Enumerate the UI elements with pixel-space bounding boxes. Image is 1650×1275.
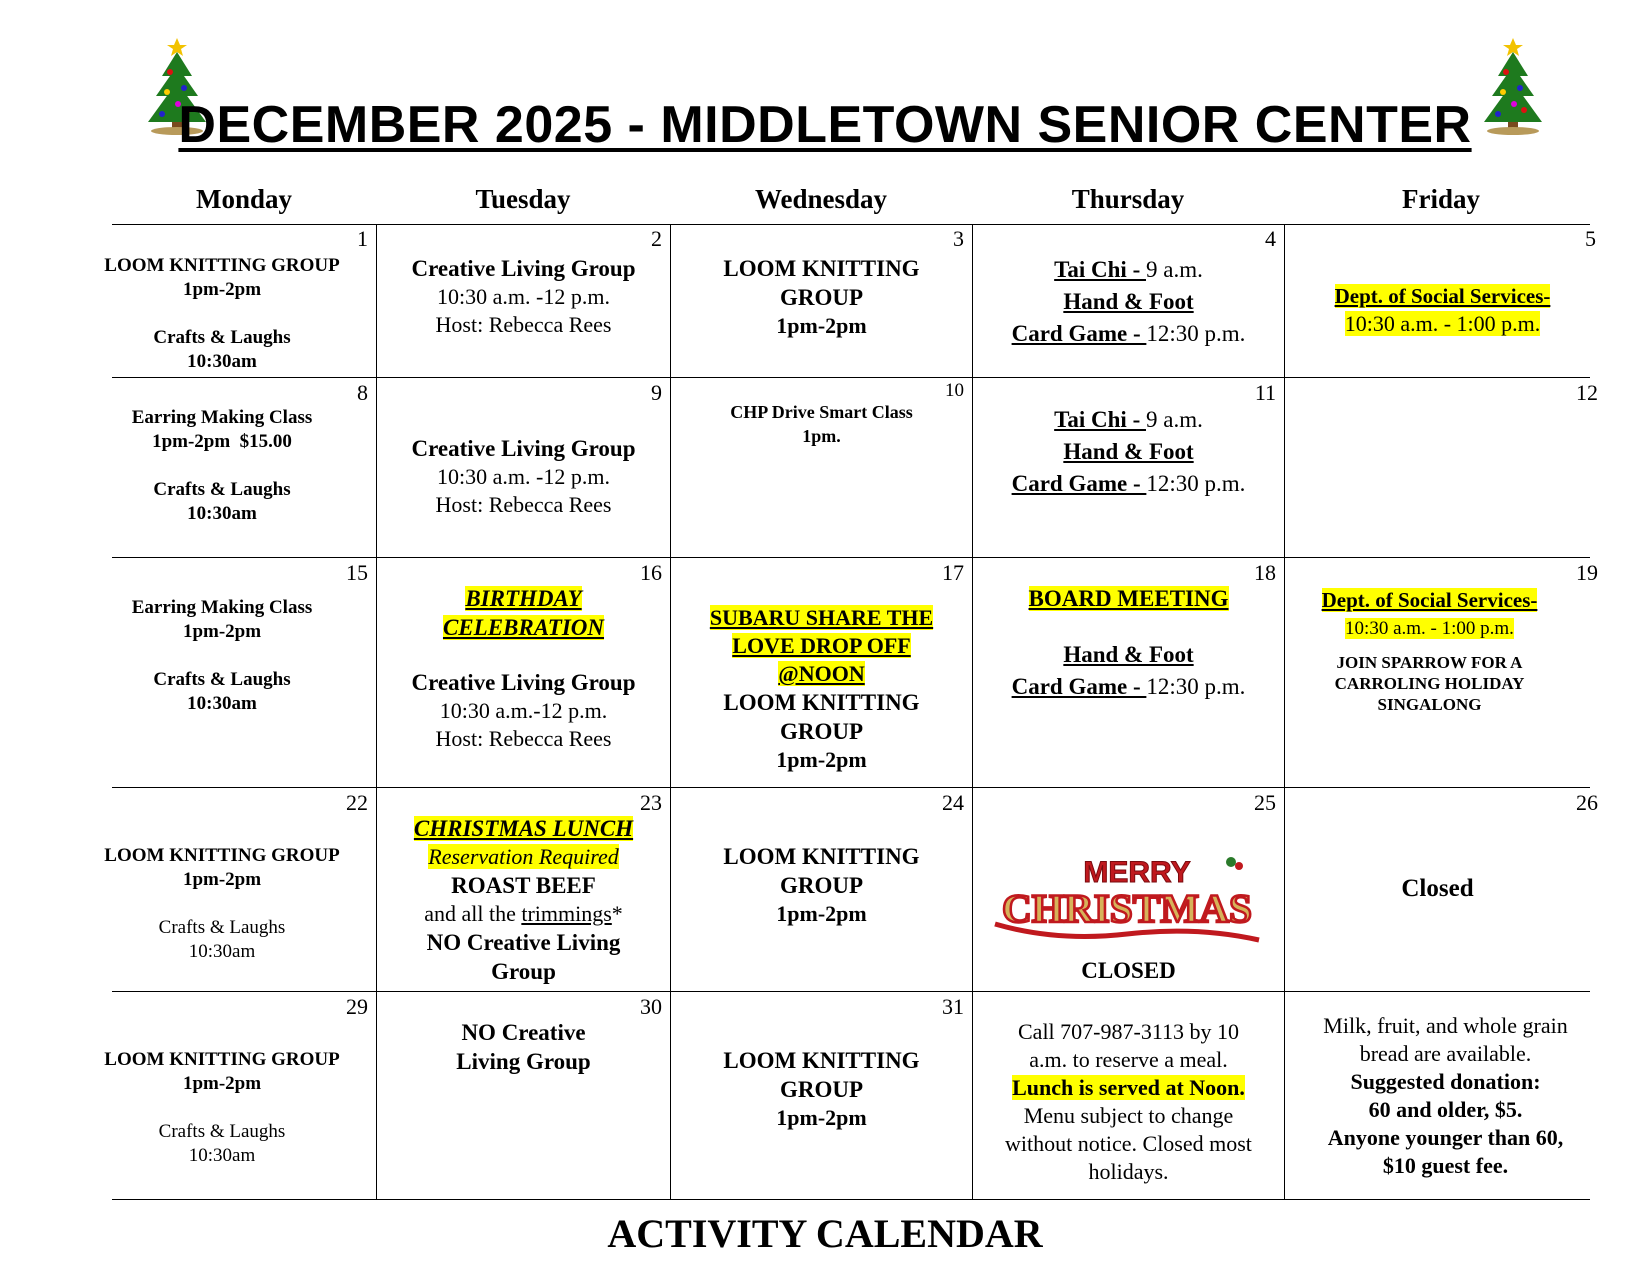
date-number: 8 (357, 380, 368, 405)
date-number: 3 (953, 226, 964, 251)
event-line: BIRTHDAY (465, 586, 582, 611)
event-line: JOIN SPARROW FOR A (1336, 653, 1523, 672)
day-wednesday: Wednesday (754, 184, 888, 214)
day-cell-2 (377, 224, 670, 377)
day-thursday: Thursday (1071, 184, 1185, 214)
info-line: Menu subject to change (1023, 1103, 1234, 1128)
event-line: Earring Making Class (131, 597, 313, 618)
svg-text:MERRY: MERRY (1083, 856, 1191, 889)
info-line: Lunch is served at Noon. (1012, 1075, 1245, 1100)
event-line: 10:30 a.m. - 1:00 p.m. (1344, 311, 1541, 336)
cell-content (377, 434, 670, 519)
event-line: LOVE DROP OFF (732, 633, 911, 658)
day-cell-16 (377, 558, 670, 787)
event-line: 10:30am (187, 351, 257, 372)
date-number: 17 (942, 560, 964, 585)
day-cell-4 (973, 224, 1284, 377)
event-line: CARROLING HOLIDAY (1334, 674, 1525, 693)
event-line: LOOM KNITTING GROUP (104, 255, 340, 276)
info-line: Milk, fruit, and whole grain (1323, 1013, 1568, 1038)
event-line: 1pm-2pm (776, 313, 867, 338)
day-cell-3 (671, 224, 972, 377)
cell-content (90, 406, 354, 526)
date-number: 18 (1254, 560, 1276, 585)
event-line: Hand & Foot (1063, 289, 1194, 314)
day-cell-12 (1285, 378, 1598, 557)
event-line: SUBARU SHARE THE (709, 605, 934, 630)
day-cell-10 (671, 378, 972, 557)
calendar-grid (104, 224, 1598, 1200)
event-line: Creative Living Group (411, 436, 636, 461)
event-line: Card Game - 12:30 p.m. (1011, 674, 1246, 699)
cell-content (377, 1018, 670, 1076)
day-cell-31 (671, 992, 972, 1199)
grid-line (112, 1199, 1590, 1200)
event-line: Hand & Foot (1063, 439, 1194, 464)
cell-content (671, 254, 972, 340)
cell-content (90, 1048, 354, 1168)
footer-title: ACTIVITY CALENDAR (607, 1211, 1043, 1256)
event-line: Dept. of Social Services- (1334, 284, 1551, 308)
cell-content (973, 1018, 1284, 1186)
info-line: Suggested donation: (1350, 1069, 1541, 1094)
day-friday: Friday (1402, 184, 1480, 214)
day-cell-9 (377, 378, 670, 557)
event-line: Crafts & Laughs (153, 479, 291, 500)
event-line: ROAST BEEF (451, 873, 596, 898)
event-line: Dept. of Social Services- (1321, 588, 1538, 612)
cell-content (377, 814, 670, 986)
info-line: holidays. (1088, 1159, 1169, 1184)
date-number: 4 (1265, 226, 1276, 251)
day-cell-30 (377, 992, 670, 1199)
event-line: GROUP (779, 1077, 864, 1102)
event-line: 1pm. (802, 426, 841, 446)
weekday-header (112, 184, 1590, 220)
info-line: without notice. Closed most (1005, 1131, 1252, 1156)
event-line: 10:30 a.m.-12 p.m. (439, 698, 608, 723)
event-line: Card Game - 12:30 p.m. (1011, 471, 1246, 496)
event-line: Crafts & Laughs (158, 917, 286, 938)
event-line: NO Creative Living (426, 930, 621, 955)
event-line: 1pm-2pm (776, 901, 867, 926)
event-line: Hand & Foot (1063, 642, 1194, 667)
cell-content (973, 956, 1284, 985)
event-line: 1pm-2pm (182, 279, 262, 300)
cell-content (973, 404, 1284, 500)
info-line: Anyone younger than 60, (1327, 1125, 1564, 1150)
day-cell-19 (1285, 558, 1598, 787)
event-line: CLOSED (1081, 958, 1176, 983)
event-line: BOARD MEETING (1028, 586, 1229, 611)
day-cell-25 (973, 788, 1284, 991)
cell-content (90, 596, 354, 716)
date-number: 23 (640, 790, 662, 815)
event-line: Group (491, 959, 556, 984)
cell-content (90, 254, 354, 374)
event-line: LOOM KNITTING (723, 1048, 920, 1073)
event-line: @NOON (778, 661, 865, 686)
cell-content (973, 584, 1284, 703)
cell-content (671, 842, 972, 928)
day-cell-8 (112, 378, 376, 557)
event-line: 1pm-2pm (182, 869, 262, 890)
day-cell-23 (377, 788, 670, 991)
date-number: 15 (346, 560, 368, 585)
event-line: 1pm-2pm (182, 1073, 262, 1094)
event-line: Host: Rebecca Rees (435, 312, 612, 337)
svg-text:CHRISTMAS: CHRISTMAS (1002, 886, 1252, 931)
event-line: 10:30am (188, 1145, 256, 1166)
event-line: LOOM KNITTING (723, 844, 920, 869)
event-line: Crafts & Laughs (158, 1121, 286, 1142)
event-line: 10:30 a.m. -12 p.m. (437, 464, 610, 489)
date-number: 9 (651, 380, 662, 405)
event-line: Host: Rebecca Rees (435, 492, 612, 517)
event-line: 10:30 a.m. -12 p.m. (437, 284, 610, 309)
event-line: 1pm-2pm $15.00 (152, 431, 292, 452)
event-line: LOOM KNITTING GROUP (104, 845, 340, 866)
event-line: Host: Rebecca Rees (435, 726, 612, 751)
donation-info-cell (1285, 992, 1590, 1199)
event-line: CELEBRATION (442, 615, 605, 640)
day-cell-17 (671, 558, 972, 787)
day-cell-15 (112, 558, 376, 787)
date-number: 1 (357, 226, 368, 251)
date-number: 2 (651, 226, 662, 251)
info-line: a.m. to reserve a meal. (1029, 1047, 1228, 1072)
cell-content (1285, 872, 1590, 905)
date-number: 31 (942, 994, 964, 1019)
page-title: DECEMBER 2025 - MIDDLETOWN SENIOR CENTER (178, 96, 1472, 154)
cell-content (671, 1046, 972, 1132)
date-number: 29 (346, 994, 368, 1019)
event-line: 1pm-2pm (776, 747, 867, 772)
event-line: Creative Living Group (411, 256, 636, 281)
date-number: 24 (942, 790, 964, 815)
event-line: 10:30 a.m. - 1:00 p.m. (1345, 618, 1514, 639)
date-number: 30 (640, 994, 662, 1019)
event-line: Tai Chi - 9 a.m. (1054, 257, 1203, 282)
event-line: LOOM KNITTING (723, 256, 920, 281)
cell-content (1277, 586, 1582, 715)
event-line: Crafts & Laughs (153, 669, 291, 690)
info-line: 60 and older, $5. (1368, 1097, 1523, 1122)
meal-info-cell (973, 992, 1284, 1199)
day-monday: Monday (195, 184, 293, 214)
date-number: 25 (1254, 790, 1276, 815)
event-line: 1pm-2pm (182, 621, 262, 642)
date-number: 12 (1576, 380, 1598, 405)
cell-content (1275, 282, 1610, 338)
date-number: 10 (945, 380, 964, 401)
event-line: 10:30am (187, 693, 257, 714)
event-line: GROUP (779, 285, 864, 310)
date-number: 11 (1254, 380, 1276, 405)
merry-christmas-logo (987, 846, 1267, 956)
cell-content (90, 844, 354, 964)
day-cell-24 (671, 788, 972, 991)
cell-content (1275, 1012, 1616, 1180)
info-line: $10 guest fee. (1382, 1153, 1509, 1178)
event-line: Tai Chi - 9 a.m. (1054, 407, 1203, 432)
event-line: Closed (1401, 875, 1474, 902)
event-line: Card Game - 12:30 p.m. (1011, 321, 1246, 346)
event-line: SINGALONG (1377, 695, 1482, 714)
cell-content (671, 400, 972, 448)
cell-content (377, 584, 670, 753)
event-line: CHRISTMAS LUNCH (413, 816, 634, 841)
date-number: 16 (640, 560, 662, 585)
day-cell-5 (1285, 224, 1596, 377)
event-line: Earring Making Class (131, 407, 313, 428)
info-line: Call 707-987-3113 by 10 (1018, 1019, 1239, 1044)
event-line: GROUP (779, 873, 864, 898)
event-line: NO Creative (461, 1020, 586, 1045)
day-tuesday: Tuesday (475, 184, 571, 214)
event-line: 10:30am (187, 503, 257, 524)
event-line: 10:30am (188, 941, 256, 962)
event-line: LOOM KNITTING (723, 690, 920, 715)
event-line: and all the trimmings* (424, 901, 623, 926)
event-line: Reservation Required (428, 844, 619, 869)
event-line: GROUP (779, 719, 864, 744)
event-line: LOOM KNITTING GROUP (104, 1049, 340, 1070)
day-cell-18 (973, 558, 1284, 787)
date-number: 22 (346, 790, 368, 815)
event-line: 1pm-2pm (776, 1105, 867, 1130)
event-line: Living Group (456, 1049, 591, 1074)
date-number: 26 (1576, 790, 1598, 815)
day-cell-22 (104, 788, 376, 991)
event-line: Creative Living Group (411, 670, 636, 695)
event-line: CHP Drive Smart Class (730, 402, 913, 422)
info-line: bread are available. (1359, 1041, 1532, 1066)
cell-content (671, 604, 972, 774)
date-number: 5 (1585, 226, 1596, 251)
day-cell-26 (1285, 788, 1598, 991)
cell-content (377, 254, 670, 339)
date-number: 19 (1576, 560, 1598, 585)
cell-content (973, 254, 1284, 350)
day-cell-29 (104, 992, 376, 1199)
day-cell-1 (104, 224, 376, 377)
event-line: Crafts & Laughs (153, 327, 291, 348)
day-cell-11 (973, 378, 1284, 557)
